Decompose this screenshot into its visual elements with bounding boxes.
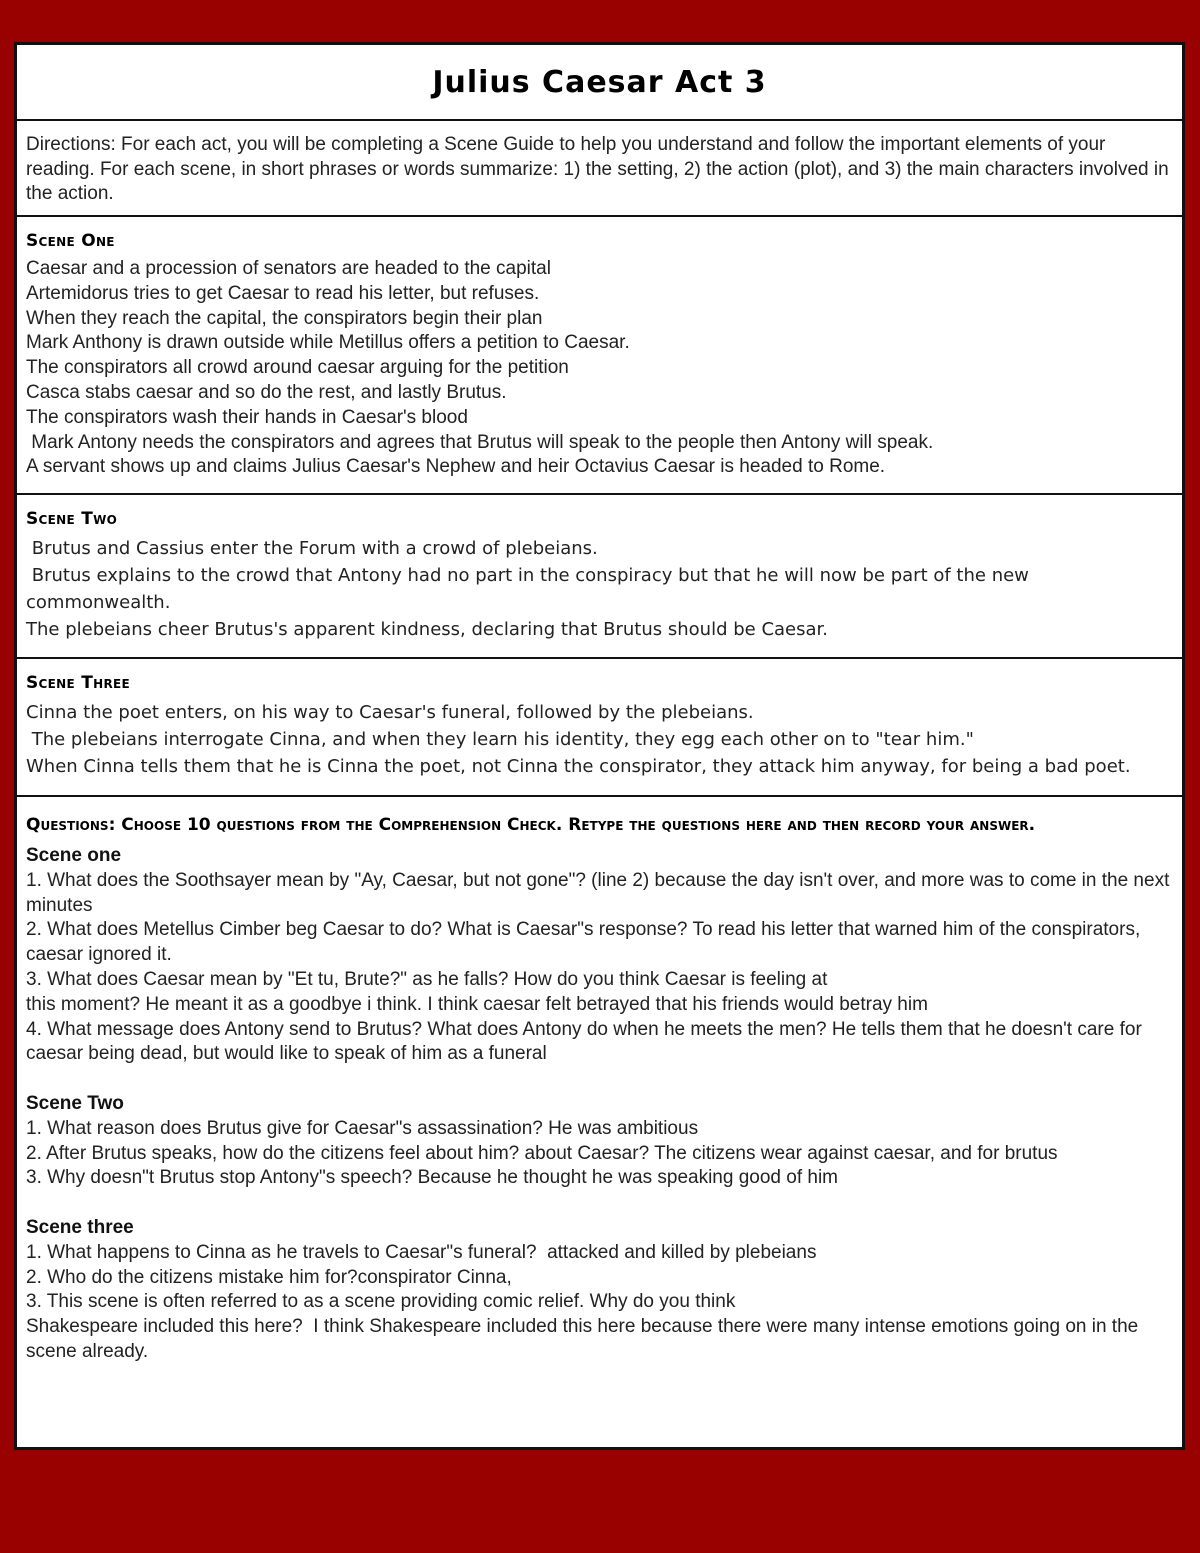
scene-three-line: When Cinna tells them that he is Cinna the poet, not Cinna the conspirator, they attack him anyway, for being a bad poet. [26,756,1131,777]
question-item: 2. After Brutus speaks, how do the citizens feel about him? about Caesar? The citizens wear against caesar, and for brutus [26,1142,1058,1164]
question-item: 3. Why doesn"t Brutus stop Antony"s speech? Because he thought he was speaking good of him [26,1167,838,1189]
scene-one-line: Casca stabs caesar and so do the rest, and lastly Brutus. [26,381,507,403]
question-item: 1. What happens to Cinna as he travels to Caesar"s funeral? attacked and killed by plebeians [26,1241,817,1263]
scene-two-line: The plebeians cheer Brutus's apparent kindness, declaring that Brutus should be Caesar. [26,619,828,640]
scene-two-line: Brutus and Cassius enter the Forum with a crowd of plebeians. [26,538,598,559]
question-item: 2. Who do the citizens mistake him for?conspirator Cinna, [26,1266,512,1288]
scene-one-line: The conspirators all crowd around caesar arguing for the petition [26,357,569,379]
spacer [26,1067,1172,1092]
scene-one-line: Mark Anthony is drawn outside while Metillus offers a petition to Caesar. [26,332,630,354]
question-item: 2. What does Metellus Cimber beg Caesar to do? What is Caesar"s response? To read his letter that warned him of the conspirators, caesar ignored it. [26,919,1146,966]
scene-one-line: The conspirators wash their hands in Caesar's blood [26,406,468,428]
question-item: 4. What message does Antony send to Brutus? What does Antony do when he meets the men? He tells them that he doesn't care for caesar being dead, but would like to speak of him as a funeral [26,1018,1148,1065]
directions-text: Directions: For each act, you will be completing a Scene Guide to help you understand and follow the important elements of your reading. For each scene, in short phrases or words summarize: 1) the setting, 2) the action (plot), and 3) the main characters involved in the action. [26,134,1169,204]
questions-heading: Questions: Choose 10 questions from the Comprehension Check. Retype the questions here and then record your answer. [26,815,1036,835]
question-item: 3. This scene is often referred to as a scene providing comic relief. Why do you think [26,1291,736,1313]
scene-one-section [17,217,1182,495]
scene-three-line: Cinna the poet enters, on his way to Caesar's funeral, followed by the plebeians. [26,702,754,723]
scene-three-section [17,659,1182,797]
scene-three-line: The plebeians interrogate Cinna, and when they learn his identity, they egg each other on to "tear him." [26,729,974,750]
question-item: Shakespeare included this here? I think Shakespeare included this here because there were many intense emotions going on in the scene already. [26,1316,1144,1362]
worksheet [14,42,1185,1450]
directions-section [17,121,1182,217]
scene-two-section [17,495,1182,659]
questions-answers [26,844,1175,1365]
page-title: Julius Caesar Act 3 [432,64,767,100]
scene-three-heading: Scene Three [26,673,130,693]
scene-one-heading: Scene One [26,231,115,251]
scene-one-line: A servant shows up and claims Julius Caesar's Nephew and heir Octavius Caesar is headed to Rome. [26,456,886,478]
scene-two-line: Brutus explains to the crowd that Antony had no part in the conspiracy but that he will now be part of the new commonwealth. [26,565,1035,613]
scene-two-heading: Scene Two [26,509,118,529]
scene-three-lines [26,699,1172,780]
scene-one-lines [26,257,1172,480]
scene-one-line: Artemidorus tries to get Caesar to read his letter, but refuses. [26,282,540,304]
scene-one-line: When they reach the capital, the conspirators begin their plan [26,307,543,329]
scene-two-lines [26,535,1172,643]
question-group-label: Scene one [26,845,122,866]
question-item: 1. What does the Soothsayer mean by "Ay, Caesar, but not gone"? (line 2) because the day isn't over, and more was to come in the next minutes [26,869,1175,916]
questions-section [17,797,1182,1447]
spacer [26,1191,1172,1216]
title-section [17,45,1182,121]
question-group-label: Scene Two [26,1092,124,1114]
question-item: this moment? He meant it as a goodbye i think. I think caesar felt betrayed that his friends would betray him [26,993,928,1015]
question-item: 1. What reason does Brutus give for Caesar"s assassination? He was ambitious [26,1117,699,1139]
scene-one-line: Caesar and a procession of senators are headed to the capital [26,258,551,279]
question-group-label: Scene three [26,1216,134,1238]
scene-one-line: Mark Antony needs the conspirators and agrees that Brutus will speak to the people then Antony will speak. [26,431,934,453]
question-item: 3. What does Caesar mean by "Et tu, Brute?" as he falls? How do you think Caesar is feeling at [26,968,828,990]
